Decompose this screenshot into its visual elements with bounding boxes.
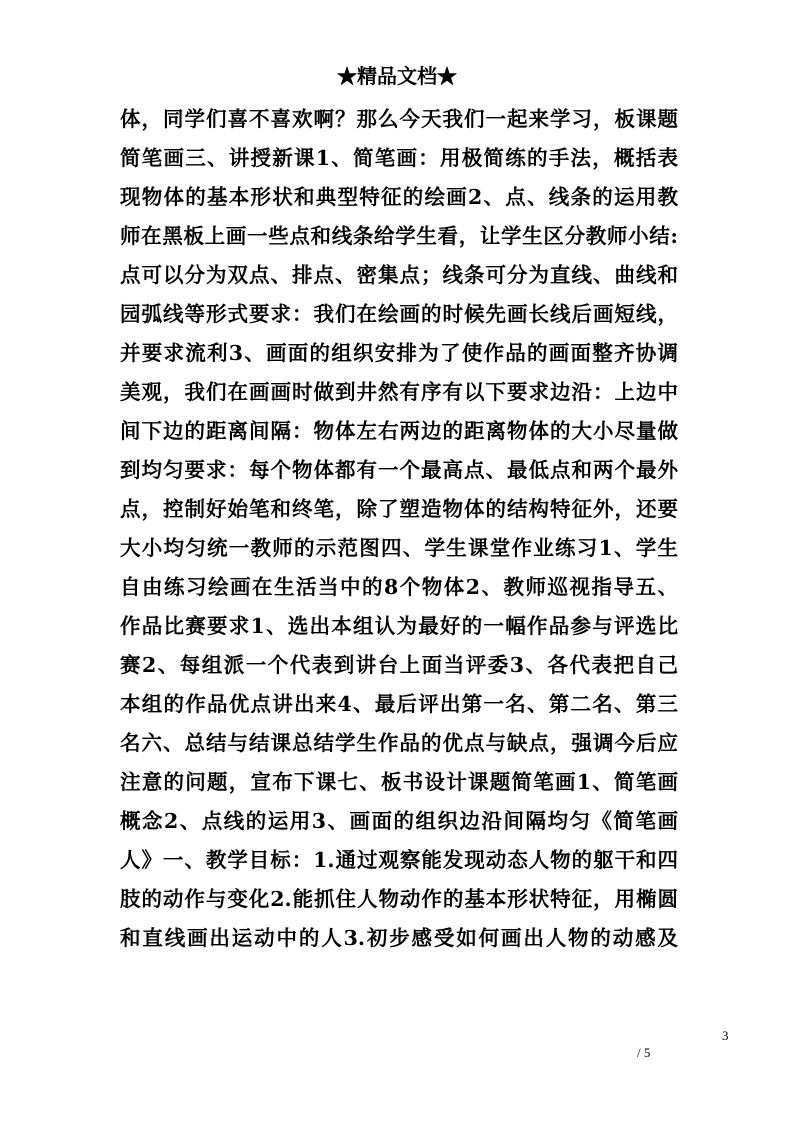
document-body bbox=[120, 100, 678, 958]
text-line: 并要求流利3、画面的组织安排为了使作品的画面整齐协调 bbox=[120, 341, 678, 365]
text-line: 简笔画三、讲授新课1、简笔画：用极简练的手法，概括表 bbox=[120, 146, 678, 170]
text-line: 赛2、每组派一个代表到讲台上面当评委3、各代表把自己 bbox=[120, 653, 678, 677]
text-line: 到均匀要求：每个物体都有一个最高点、最低点和两个最外 bbox=[120, 458, 678, 482]
text-line: 现物体的基本形状和典型特征的绘画2、点、线条的运用教 bbox=[120, 185, 678, 209]
text-line: 点，控制好始笔和终笔，除了塑造物体的结构特征外，还要 bbox=[120, 497, 678, 521]
text-line: 和直线画出运动中的人3.初步感受如何画出人物的动感及 bbox=[120, 926, 678, 950]
text-line: 美观，我们在画画时做到井然有序有以下要求边沿：上边中 bbox=[120, 380, 678, 404]
text-line: 名六、总结与结课总结学生作品的优点与缺点，强调今后应 bbox=[120, 731, 678, 755]
text-line: 体，同学们喜不喜欢啊？那么今天我们一起来学习，板课题 bbox=[120, 107, 678, 131]
text-line: 本组的作品优点讲出来4、最后评出第一名、第二名、第三 bbox=[120, 692, 678, 716]
text-line: 间下边的距离间隔：物体左右两边的距离物体的大小尽量做 bbox=[120, 419, 678, 443]
text-line: 师在黑板上画一些点和线条给学生看，让学生区分教师小结: bbox=[120, 224, 678, 248]
document-header-title: ★精品文档★ bbox=[337, 64, 457, 88]
page-total: / 5 bbox=[637, 1045, 651, 1060]
text-line: 点可以分为双点、排点、密集点；线条可分为直线、曲线和 bbox=[120, 263, 678, 287]
text-line: 自由练习绘画在生活当中的8个物体2、教师巡视指导五、 bbox=[120, 575, 678, 599]
text-line: 园弧线等形式要求：我们在绘画的时候先画长线后画短线， bbox=[120, 302, 678, 326]
page-number: 3 bbox=[722, 1028, 729, 1043]
text-line: 作品比赛要求1、选出本组认为最好的一幅作品参与评选比 bbox=[120, 614, 678, 638]
text-line: 肢的动作与变化2.能抓住人物动作的基本形状特征，用椭圆 bbox=[120, 887, 678, 911]
text-line: 概念2、点线的运用3、画面的组织边沿间隔均匀《简笔画 bbox=[120, 809, 678, 833]
text-line: 大小均匀统一教师的示范图四、学生课堂作业练习1、学生 bbox=[120, 536, 678, 560]
text-line: 注意的问题，宣布下课七、板书设计课题简笔画1、简笔画 bbox=[120, 770, 678, 794]
text-line: 人》一、教学目标：1.通过观察能发现动态人物的躯干和四 bbox=[120, 848, 678, 872]
